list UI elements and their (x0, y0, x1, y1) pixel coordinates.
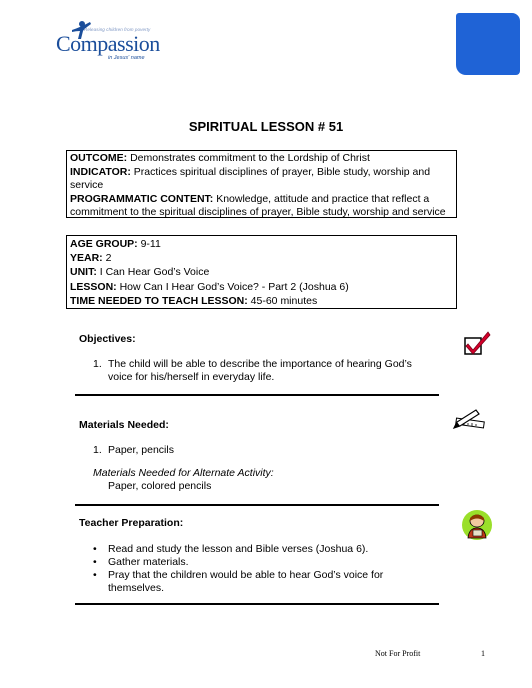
time-row (70, 294, 453, 308)
indicator-text: Practices spiritual disciplines of prayer, Bible study, worship and service (70, 165, 431, 191)
bullet-icon: • (93, 556, 97, 568)
page-title: SPIRITUAL LESSON # 51 (188, 119, 344, 134)
age-group-label: AGE GROUP: (70, 238, 138, 250)
objectives-divider (75, 394, 439, 396)
lesson-label: LESSON: (70, 280, 117, 293)
logo-subtitle: in Jesus' name (108, 55, 145, 61)
bullet-icon: • (93, 569, 97, 581)
prep-bullet-item (93, 569, 413, 595)
unit-row (70, 265, 453, 279)
time-value: 45-60 minutes (247, 294, 318, 307)
page-number: 1 (481, 649, 485, 658)
materials-heading: Materials Needed: (79, 419, 169, 431)
programmatic-row (70, 193, 453, 220)
alternate-materials-label: Materials Needed for Alternate Activity: (93, 467, 274, 479)
teacher-prep-list (93, 543, 413, 595)
outcome-text: Demonstrates commitment to the Lordship of Christ (127, 152, 370, 164)
alternate-materials-text: Paper, colored pencils (108, 480, 212, 492)
outcome-label: OUTCOME: (70, 152, 128, 164)
indicator-row (70, 166, 453, 193)
logo-tagline: Releasing children from poverty (84, 27, 151, 32)
lesson-row (70, 280, 453, 294)
lesson-value: How Can I Hear God’s Voice? - Part 2 (Joshua 6) (116, 280, 349, 293)
objective-item (93, 358, 423, 384)
age-group-value: 9-11 (137, 238, 161, 250)
materials-number: 1. (93, 444, 102, 456)
unit-value: I Can Hear God’s Voice (96, 266, 210, 279)
teacher-prep-divider (75, 603, 439, 605)
footer-not-for-profit: Not For Profit (375, 649, 421, 658)
prep-bullet-text: Read and study the lesson and Bible verses (Joshua 6). (108, 543, 369, 555)
objectives-heading: Objectives: (79, 333, 136, 345)
blue-brand-block (456, 13, 520, 75)
outcome-box (66, 150, 457, 218)
materials-divider (75, 504, 439, 506)
checkmark-box-icon (463, 330, 491, 356)
logo-wordmark: Compassion (56, 31, 160, 56)
year-value: 2 (102, 252, 112, 265)
teacher-head-icon (460, 508, 494, 542)
objective-number: 1. (93, 358, 102, 370)
age-group-row (70, 237, 453, 251)
indicator-label: INDICATOR: (70, 165, 131, 178)
materials-text: Paper, pencils (108, 444, 174, 456)
pencil-ruler-icon (452, 408, 486, 432)
teacher-prep-heading: Teacher Preparation: (79, 517, 184, 529)
materials-item (93, 444, 423, 457)
prep-bullet-item (93, 543, 413, 556)
objective-text: The child will be able to describe the importance of hearing God’s voice for his/herself in everyday life. (108, 358, 412, 383)
programmatic-label: PROGRAMMATIC CONTENT: (70, 192, 214, 205)
year-row (70, 251, 453, 265)
time-label: TIME NEEDED TO TEACH LESSON: (70, 294, 248, 307)
prep-bullet-text: Pray that the children would be able to hear God’s voice for themselves. (108, 569, 384, 594)
prep-bullet-item (93, 556, 413, 569)
year-label: YEAR: (70, 252, 103, 265)
outcome-row (70, 152, 453, 166)
prep-bullet-text: Gather materials. (108, 556, 189, 568)
unit-label: UNIT: (70, 266, 97, 279)
lesson-info-box (66, 235, 457, 309)
bullet-icon: • (93, 543, 97, 555)
programmatic-text: Knowledge, attitude and practice that reflect a commitment to the spiritual disciplines of prayer, Bible study, worship and service (70, 192, 446, 218)
